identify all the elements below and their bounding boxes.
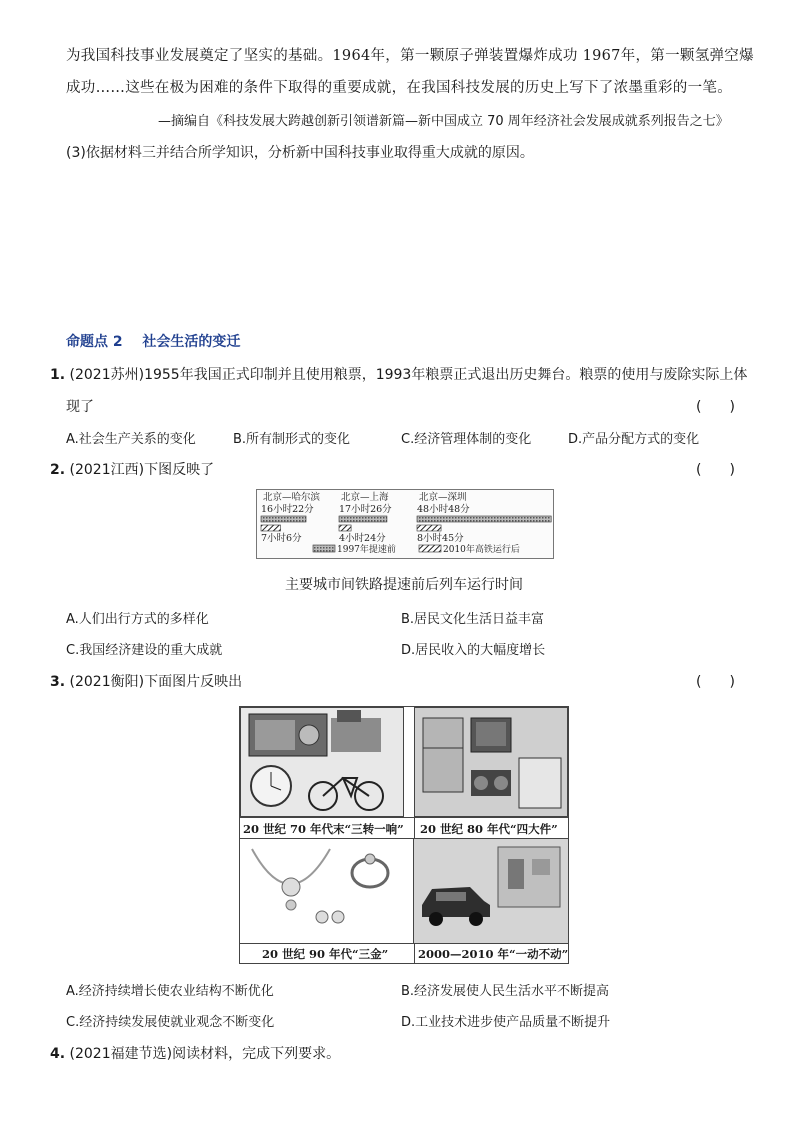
bar-after	[417, 525, 441, 531]
question-number: 1.	[50, 367, 66, 383]
option-c[interactable]: C.经济管理体制的变化	[401, 432, 532, 447]
question-source: (2021江西)	[69, 462, 145, 478]
category-label: 北京—上海	[341, 492, 389, 503]
answer-paren[interactable]: ( )	[696, 674, 735, 690]
photo-four-big-items	[414, 707, 568, 817]
data-label: 7小时6分	[261, 533, 302, 544]
option-d[interactable]: D.工业技术进步使产品质量不断提升	[401, 1015, 611, 1030]
data-label: 8小时45分	[417, 533, 464, 544]
legend-swatch-before	[313, 545, 335, 552]
question-2-line-1	[50, 459, 214, 479]
question-stem: 下面图片反映出	[144, 674, 243, 690]
option-c[interactable]: C.我国经济建设的重大成就	[66, 643, 223, 658]
category-label: 北京—哈尔滨	[263, 492, 321, 503]
option-b[interactable]: B.居民文化生活日益丰富	[401, 612, 545, 627]
option-a[interactable]: A.社会生产关系的变化	[66, 432, 196, 447]
question-number: 4.	[50, 1046, 66, 1062]
legend-label: 2010年高铁运行后	[443, 545, 520, 555]
question-4-line-1	[50, 1043, 340, 1063]
option-c[interactable]: C.经济持续发展使就业观念不断变化	[66, 1015, 275, 1030]
section-title: 社会生活的变迁	[142, 334, 241, 350]
question-number: 2.	[50, 462, 66, 478]
question-source: (2021福建节选)	[69, 1046, 173, 1062]
bar-before	[261, 516, 306, 522]
question-number: 3.	[50, 674, 66, 690]
option-b[interactable]: B.经济发展使人民生活水平不断提高	[401, 984, 610, 999]
photo-car-and-house	[414, 839, 568, 943]
option-a[interactable]: A.人们出行方式的多样化	[66, 612, 209, 627]
legend-label: 1997年提速前	[337, 545, 396, 555]
question-source: (2021衡阳)	[69, 674, 145, 690]
photo-panel	[239, 706, 569, 964]
category-label: 北京—深圳	[419, 492, 467, 503]
data-label: 17小时26分	[339, 504, 392, 515]
bar-after	[261, 525, 281, 531]
section-header	[66, 331, 240, 351]
question-source: (2021苏州)	[69, 367, 145, 383]
material-source: —摘编自《科技发展大跨越创新引领谱新篇—新中国成立 70 周年经济社会发展成就系列报告之七》	[158, 114, 729, 129]
question-stem: 阅读材料，完成下列要求。	[172, 1046, 341, 1062]
material-line-2: 成功……这些在极为困难的条件下取得的重要成就，在我国科技发展的历史上写下了浓墨重彩的一笔。	[66, 80, 732, 96]
caption-2000s: 2000—2010 年“一动不动”	[418, 947, 569, 961]
option-d[interactable]: D.居民收入的大幅度增长	[401, 643, 546, 658]
option-a[interactable]: A.经济持续增长使农业结构不断优化	[66, 984, 274, 999]
bar-before	[339, 516, 387, 522]
question-1-line-2: 现了	[66, 399, 94, 415]
caption-1970s: 20 世纪 70 年代末“三转一响”	[243, 822, 404, 836]
rail-time-chart	[256, 489, 554, 559]
bar-after	[339, 525, 351, 531]
caption-1980s: 20 世纪 80 年代“四大件”	[420, 822, 558, 836]
legend-swatch-after	[419, 545, 441, 552]
photo-three-golds	[240, 839, 414, 943]
question-3-subitem: (3)依据材料三并结合所学知识，分析新中国科技事业取得重大成就的原因。	[66, 145, 534, 161]
rail-time-chart-svg	[257, 490, 553, 558]
data-label: 48小时48分	[417, 504, 470, 515]
option-b[interactable]: B.所有制形式的变化	[233, 432, 351, 447]
question-3-line-1	[50, 671, 242, 691]
answer-paren[interactable]: ( )	[696, 462, 735, 478]
section-label: 命题点 2	[66, 334, 123, 350]
data-label: 16小时22分	[261, 504, 314, 515]
data-label: 4小时24分	[339, 533, 386, 544]
answer-paren[interactable]: ( )	[696, 399, 735, 415]
photo-three-turns-one-sound	[240, 707, 404, 817]
material-line-1: 为我国科技事业发展奠定了坚实的基础。1964年，第一颗原子弹装置爆炸成功 1967年，第一颗氢弹空爆	[66, 48, 754, 64]
question-stem: 下图反映了	[144, 462, 215, 478]
option-d[interactable]: D.产品分配方式的变化	[568, 432, 700, 447]
chart-caption: 主要城市间铁路提速前后列车运行时间	[285, 577, 523, 593]
bar-before	[417, 516, 551, 522]
caption-1990s: 20 世纪 90 年代“三金”	[262, 947, 389, 961]
question-stem: 1955年我国正式印制并且使用粮票，1993年粮票正式退出历史舞台。粮票的使用与废除实际上体	[144, 367, 748, 383]
question-1-line-1	[50, 364, 747, 384]
